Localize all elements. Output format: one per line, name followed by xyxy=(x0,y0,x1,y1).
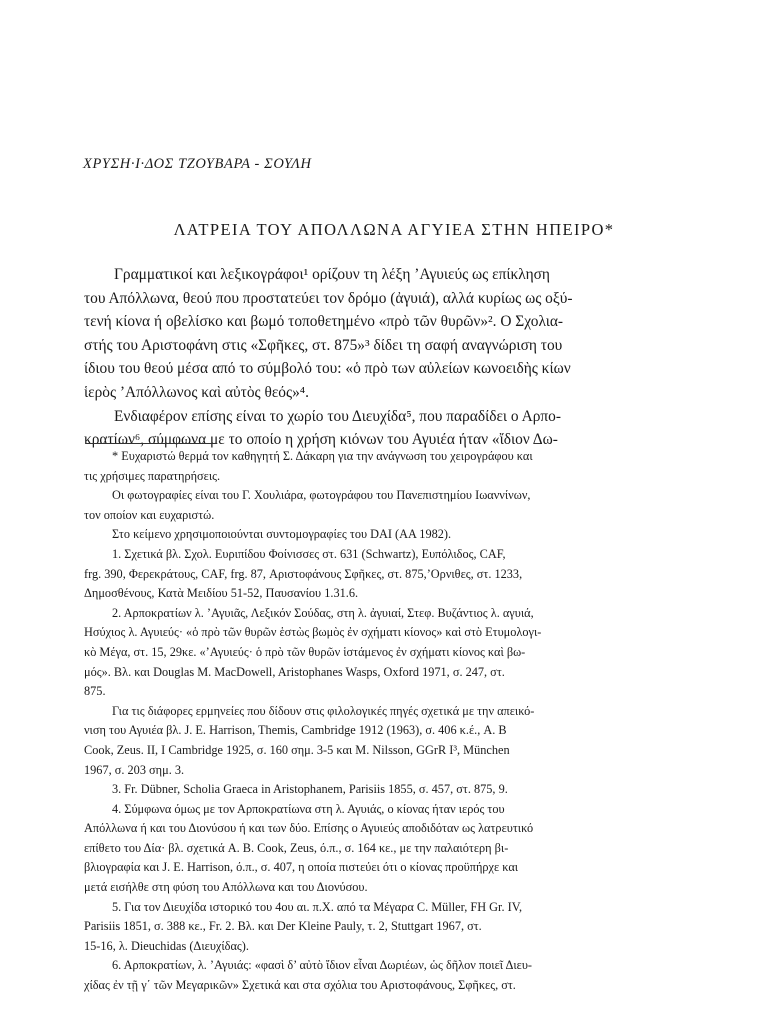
body-line: τενή κίονα ή οβελίσκο και βωμό τοποθετημένο «πρὸ τῶν θυρῶν»². Ο Σχολια- xyxy=(84,313,564,331)
footnote-line: Cook, Zeus. II, I Cambridge 1925, σ. 160 σημ. 3-5 και M. Nilsson, GGrR I³, München xyxy=(84,742,510,757)
footnote-line: τον οποίον και ευχαριστώ. xyxy=(84,507,215,522)
footnote-line: βλιογραφία και J. E. Harrison, ό.π., σ. 407, η οποία πιστεύει ότι ο κίονας προϋπήρχε και xyxy=(84,860,519,875)
body-line: κρατίων⁶, σύμφωνα με το οποίο η χρήση κιόνων του Αγυιέα ήταν «ἴδιον Δω- xyxy=(84,431,558,449)
body-line: ίδιου του θεού μέσα από το σύμβολό του: «ὁ πρὸ των αὐλείων κωνοειδὴς κίων xyxy=(84,360,571,378)
footnote-line: * Ευχαριστώ θερμά τον καθηγητή Σ. Δάκαρη για την ανάγνωση του χειρογράφου και xyxy=(112,449,533,463)
footnote-line: Για τις διάφορες ερμηνείες που δίδουν στις φιλολογικές πηγές σχετικά με την απεικό- xyxy=(112,703,535,718)
footnote-line: 15-16, λ. Dieuchidas (Διευχίδας). xyxy=(84,938,249,953)
body-text xyxy=(84,263,686,452)
footnote-line: 1. Σχετικά βλ. Σχολ. Ευριπίδου Φοίνισσες στ. 631 (Schwartz), Ευπόλιδος, CAF, xyxy=(112,546,506,561)
footnote-line: 5. Για τον Διευχίδα ιστορικό του 4ου αι. π.Χ. από τα Μέγαρα C. Müller, FH Gr. IV, xyxy=(112,899,523,914)
footnote-line: 6. Αρποκρατίων, λ. ’Αγυιάς: «φασὶ δ’ αὐτὸ ἴδιον εἶναι Δωριέων, ὡς δῆλον ποιεῖ Διευ- xyxy=(112,958,533,973)
footnote-line: Ησύχιος λ. Αγυιεύς· «ὁ πρὸ τῶν θυρῶν ἑστὼς βωμὸς ἐν σχήματι κίονος» καὶ στὸ Ετυμολογι- xyxy=(84,625,542,640)
body-line: του Απόλλωνα, θεού που προστατεύει τον δρόμο (ἀγυιά), αλλά κυρίως ως οξύ- xyxy=(84,289,573,307)
footnote-line: 3. Fr. Dübner, Scholia Graeca in Aristophanem, Parisiis 1855, σ. 457, στ. 875, 9. xyxy=(112,782,508,797)
footnote-line: επίθετο του Δία· βλ. σχετικά A. B. Cook, Zeus, ό.π., σ. 164 κε., με την παλαιότερη βι- xyxy=(84,840,509,855)
body-line: Ενδιαφέρον επίσης είναι το χωρίο του Διευχίδα⁵, που παραδίδει ο Αρπο- xyxy=(114,407,561,425)
footnote-line: frg. 390, Φερεκράτους, CAF, frg. 87, Αριστοφάνους Σφῆκες, στ. 875,’Ορνιθες, στ. 1233, xyxy=(84,566,523,581)
footnote-line: κὸ Μέγα, στ. 15, 29κε. «’Αγυιεύς· ὁ πρὸ τῶν θυρῶν ἱστάμενος ἐν σχήματι κίονος καὶ βω- xyxy=(84,644,526,659)
author-name: ΧΡΥΣΗ·Ι·ΔΟΣ ΤΖΟΥΒΑΡΑ - ΣΟΥΛΗ xyxy=(83,156,312,172)
article-title: ΛΑΤΡΕΙΑ ΤΟΥ ΑΠΟΛΛΩΝΑ ΑΓΥΙΕΑ ΣΤΗΝ ΗΠΕΙΡΟ* xyxy=(173,220,615,239)
footnote-line: Οι φωτογραφίες είναι του Γ. Χουλιάρα, φωτογράφου του Πανεπιστημίου Ιωαννίνων, xyxy=(112,488,531,503)
body-line: στής του Αριστοφάνη στις «Σφῆκες, στ. 875»³ δίδει τη σαφή αναγνώριση του xyxy=(84,336,563,354)
footnote-line: 1967, σ. 203 σημ. 3. xyxy=(84,762,185,777)
body-line: Γραμματικοί και λεξικογράφοι¹ ορίζουν τη λέξη ’Αγυιεύς ως επίκληση xyxy=(114,266,550,283)
footnote-line: Στο κείμενο χρησιμοποιούνται συντομογραφίες του DAI (AA 1982). xyxy=(112,527,452,542)
footnote-line: 4. Σύμφωνα όμως με τον Αρποκρατίωνα στη λ. Αγυιάς, ο κίονας ήταν ιερός του xyxy=(112,801,505,816)
footnote-line: 2. Αρποκρατίων λ. ’Αγυιᾶς, Λεξικόν Σούδας, στη λ. ἀγυιαί, Στεφ. Βυζάντιος λ. αγυιά, xyxy=(112,605,534,620)
footnote-line: μός». Βλ. και Douglas M. MacDowell, Aristophanes Wasps, Oxford 1971, σ. 247, στ. xyxy=(84,664,505,679)
footnote-line: μετά εισήλθε στη φύση του Απόλλωνα και του Διονύσου. xyxy=(84,880,368,895)
footnote-line: Δημοσθένους, Κατὰ Μειδίου 51-52, Παυσανίου 1.31.6. xyxy=(84,586,359,601)
footnote-line: Parisiis 1851, σ. 388 κε., Fr. 2. Βλ. και Der Kleine Pauly, τ. 2, Stuttgart 1967, στ. xyxy=(84,919,482,934)
body-line: ἱερὸς ’Απόλλωνος καὶ αὐτὸς θεός»⁴. xyxy=(84,383,309,401)
footnote-line: νιση του Αγυιέα βλ. J. E. Harrison, Themis, Cambridge 1912 (1963), σ. 406 κ.έ., A. B xyxy=(84,723,507,738)
footnotes xyxy=(84,447,684,996)
footnote-line: τις χρήσιμες παρατηρήσεις. xyxy=(84,468,221,483)
footnote-line: 875. xyxy=(84,684,106,699)
footnote-line: Απόλλωνα ή και του Διονύσου ή και των δύο. Επίσης ο Αγυιεύς αποδιδόταν ως λατρευτικό xyxy=(84,821,534,836)
footnote-separator xyxy=(86,443,216,444)
footnote-line: χίδας ἐν τῇ γ΄ τῶν Μεγαρικῶν» Σχετικά και στα σχόλια του Αριστοφάνους, Σφῆκες, στ. xyxy=(84,978,516,993)
